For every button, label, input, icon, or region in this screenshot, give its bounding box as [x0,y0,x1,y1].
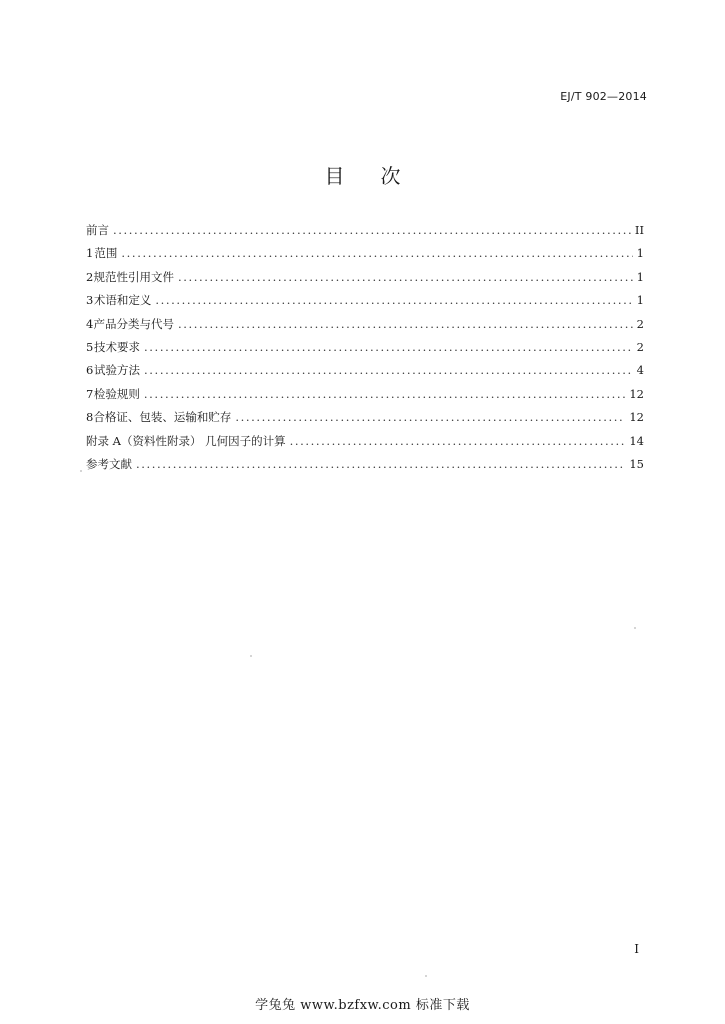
toc-entry-label: 术语和定义 [93,293,152,308]
toc-dot-leader [144,359,633,382]
toc-entry-page: 12 [629,386,644,401]
scan-speck [425,975,427,977]
toc-dot-leader [155,289,632,312]
toc-entry-terms-definitions[interactable] [86,289,644,312]
toc-entry-page: 2 [636,339,644,354]
toc-entry-label: 检验规则 [93,386,140,401]
toc-entry-page: 1 [636,269,644,284]
toc-entry-page: 15 [629,456,644,471]
toc-dot-leader [121,242,632,265]
toc-entry-page: 2 [636,316,644,331]
page-title: 目次 [324,164,437,188]
toc-entry-label: 试验方法 [94,363,141,378]
toc-entry-bibliography[interactable] [86,453,644,476]
toc-dot-leader [136,453,625,476]
toc-entry-foreword[interactable] [86,219,644,242]
toc-entry-label: 附录 A（资料性附录） 几何因子的计算 [86,433,286,448]
toc-entry-page: 14 [629,433,644,448]
toc-entry-appendix-a[interactable] [86,430,644,453]
toc-dot-leader [178,313,633,336]
toc-entry-scope[interactable] [86,242,644,265]
toc-entry-label: 范围 [94,246,118,261]
toc-entry-number: 3 [86,293,94,308]
footer-watermark: 学兔兔 www.bzfxw.com 标准下载 [255,998,470,1013]
toc-entry-number: 6 [86,363,94,378]
toc-entry-label: 技术要求 [94,339,141,354]
toc-entry-page: 4 [636,363,644,378]
toc-entry-classification[interactable] [86,313,644,336]
toc-entry-certificate-packaging[interactable] [86,406,644,429]
toc-entry-label: 规范性引用文件 [93,269,174,284]
page-number: I [634,942,639,956]
toc-entry-label: 参考文献 [86,456,132,471]
toc-dot-leader [290,430,626,453]
toc-entry-number: 1 [86,246,94,261]
table-of-contents [86,219,644,476]
toc-entry-number: 8 [86,410,94,425]
toc-entry-page: II [634,223,644,237]
toc-dot-leader [178,266,633,289]
toc-entry-technical-requirements[interactable] [86,336,644,359]
scan-speck [250,655,252,657]
toc-entry-page: 1 [636,293,644,308]
toc-entry-number: 5 [86,339,94,354]
toc-entry-number: 2 [86,269,94,284]
scan-speck [80,470,82,472]
toc-dot-leader [144,383,625,406]
toc-entry-number: 7 [86,386,94,401]
toc-dot-leader [235,406,625,429]
toc-entry-number: 4 [86,316,94,331]
toc-dot-leader [113,219,631,242]
scan-speck [634,627,636,629]
toc-entry-label: 前言 [86,223,109,237]
toc-entry-inspection-rules[interactable] [86,383,644,406]
toc-entry-test-methods[interactable] [86,359,644,382]
toc-entry-page: 12 [629,410,644,425]
toc-entry-label: 产品分类与代号 [93,316,174,331]
toc-entry-page: 1 [636,246,644,261]
toc-dot-leader [144,336,633,359]
document-code: EJ/T 902—2014 [560,90,647,103]
toc-entry-normative-references[interactable] [86,266,644,289]
toc-entry-label: 合格证、包装、运输和贮存 [93,410,232,425]
